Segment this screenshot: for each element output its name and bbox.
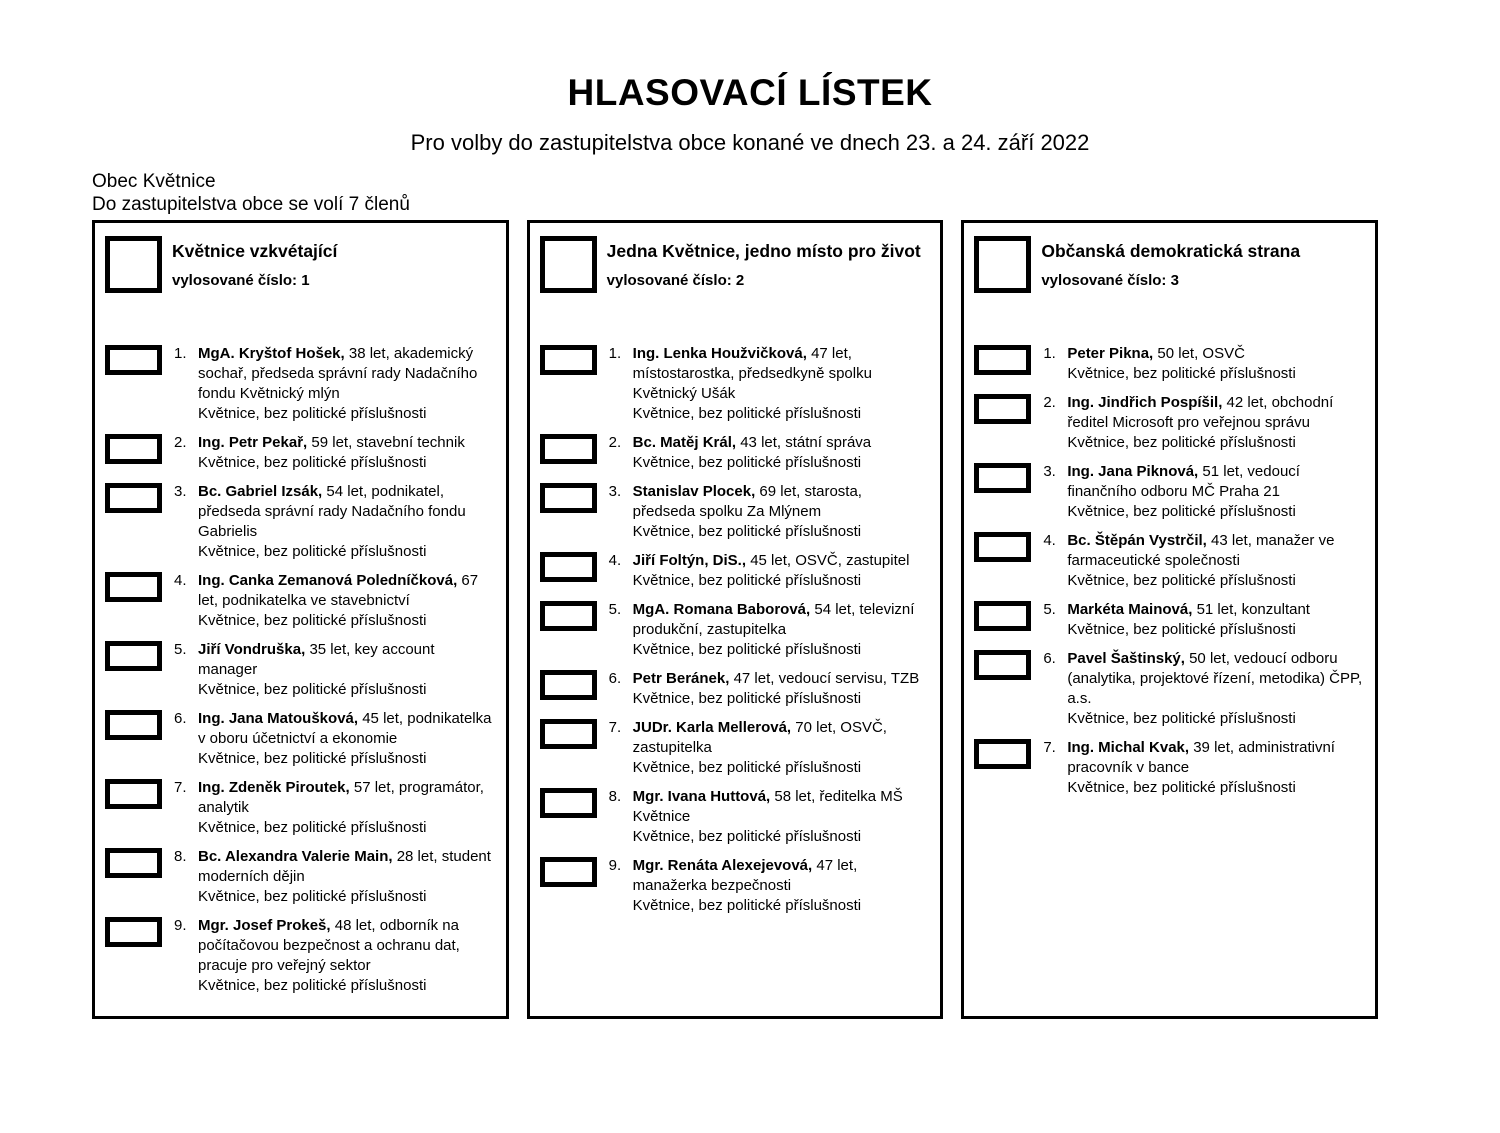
candidate-details: 54 let, podnikatel, předseda správní rady Nadačního fondu Gabrielis [198, 483, 466, 540]
candidate-checkbox[interactable] [105, 483, 162, 513]
candidate-number: 6. [174, 710, 187, 727]
candidate-affiliation: Květnice, bez politické příslušnosti [198, 612, 427, 629]
candidate-checkbox[interactable] [105, 710, 162, 740]
candidate-affiliation: Květnice, bez politické příslušnosti [632, 454, 862, 471]
candidate-name: Ing. Jindřich Pospíšil, [1067, 394, 1223, 411]
candidate-row [105, 482, 496, 562]
candidate-number: 6. [608, 670, 622, 687]
candidate-details: 28 let, student moderních dějin [198, 848, 491, 885]
candidate-checkbox[interactable] [974, 601, 1031, 631]
candidate-text [633, 551, 931, 591]
candidate-name: Bc. Gabriel Izsák, [198, 483, 323, 500]
candidate-details: 45 let, podnikatelka v oboru účetnictví a ekonomie [198, 710, 492, 747]
candidate-name: Jiří Vondruška, [198, 641, 306, 658]
candidate-name: Stanislav Plocek, [632, 483, 756, 500]
candidate-text [633, 482, 931, 542]
candidate-details: 38 let, akademický sochař, předseda správní rady Nadačního fondu Květnický mlýn [198, 345, 478, 402]
candidate-checkbox[interactable] [540, 670, 597, 700]
candidate-checkbox[interactable] [105, 641, 162, 671]
candidate-number: 2. [1043, 394, 1056, 411]
candidate-checkbox[interactable] [540, 345, 597, 375]
candidate-name: Ing. Jana Piknová, [1067, 463, 1199, 480]
candidate-row [540, 551, 931, 591]
candidate-details: 35 let, key account manager [198, 641, 435, 678]
candidate-checkbox[interactable] [105, 572, 162, 602]
candidate-checkbox[interactable] [105, 848, 162, 878]
candidate-row [974, 531, 1365, 591]
party-checkbox[interactable] [974, 236, 1031, 293]
candidate-text [633, 856, 931, 916]
candidate-row [105, 778, 496, 838]
candidate-row [540, 482, 931, 542]
candidate-affiliation: Květnice, bez politické příslušnosti [1067, 621, 1296, 638]
candidate-affiliation: Květnice, bez politické příslušnosti [632, 897, 862, 914]
candidate-number: 3. [1043, 463, 1056, 480]
candidate-name: Ing. Petr Pekař, [198, 434, 308, 451]
candidate-name: Bc. Matěj Král, [632, 434, 737, 451]
candidate-row [974, 600, 1365, 640]
candidate-text [1067, 462, 1365, 522]
candidate-row [105, 916, 496, 996]
candidate-details: 58 let, ředitelka MŠ Květnice [632, 788, 903, 825]
candidate-affiliation: Květnice, bez politické příslušnosti [632, 828, 862, 845]
party-head-text [1031, 236, 1300, 291]
candidate-text [198, 847, 496, 907]
candidate-text [1067, 344, 1365, 384]
candidate-number: 5. [174, 641, 187, 658]
candidate-checkbox[interactable] [540, 434, 597, 464]
candidate-checkbox[interactable] [540, 552, 597, 582]
candidate-name: Jiří Foltýn, DiS., [632, 552, 747, 569]
party-box [527, 220, 944, 1019]
party-checkbox[interactable] [105, 236, 162, 293]
candidate-affiliation: Květnice, bez politické příslušnosti [198, 681, 427, 698]
candidate-affiliation: Květnice, bez politické příslušnosti [1067, 434, 1296, 451]
candidate-number: 1. [608, 345, 622, 362]
candidate-name: Petr Beránek, [632, 670, 730, 687]
candidate-affiliation: Květnice, bez politické příslušnosti [1067, 503, 1296, 520]
candidate-text [633, 718, 931, 778]
candidate-row [105, 709, 496, 769]
ballot-meta [92, 170, 1500, 216]
candidate-row [540, 669, 931, 709]
candidate-checkbox[interactable] [105, 917, 162, 947]
candidate-details: 59 let, stavební technik [311, 434, 465, 451]
candidate-number: 4. [1043, 532, 1056, 549]
ballot-title: HLASOVACÍ LÍSTEK [567, 72, 933, 113]
candidate-row [540, 856, 931, 916]
candidate-row [105, 847, 496, 907]
candidate-text [198, 344, 496, 424]
candidate-affiliation: Květnice, bez politické příslušnosti [632, 759, 862, 776]
party-drawn-number: vylosované číslo: 3 [1041, 272, 1179, 289]
candidate-row [105, 640, 496, 700]
candidate-row [540, 433, 931, 473]
candidate-checkbox[interactable] [105, 434, 162, 464]
candidate-number: 9. [608, 857, 622, 874]
candidate-checkbox[interactable] [540, 601, 597, 631]
candidate-checkbox[interactable] [974, 463, 1031, 493]
party-header [540, 236, 931, 293]
candidate-name: Ing. Lenka Houžvičková, [632, 345, 807, 362]
candidate-number: 5. [608, 601, 622, 618]
candidate-details: 39 let, administrativní pracovník v bance [1067, 739, 1335, 776]
candidate-checkbox[interactable] [974, 650, 1031, 680]
candidate-checkbox[interactable] [974, 345, 1031, 375]
candidate-row [105, 571, 496, 631]
candidate-name: Peter Pikna, [1067, 345, 1154, 362]
candidate-number: 8. [608, 788, 622, 805]
candidate-details: 69 let, starosta, předseda spolku Za Mlýnem [632, 483, 862, 520]
candidate-text [1067, 531, 1365, 591]
candidate-affiliation: Květnice, bez politické příslušnosti [632, 641, 862, 658]
candidate-number: 2. [608, 434, 622, 451]
candidate-details: 70 let, OSVČ, zastupitelka [632, 719, 887, 756]
candidate-text [198, 433, 496, 473]
candidate-details: 67 let, podnikatelka ve stavebnictví [198, 572, 479, 609]
candidate-row [974, 462, 1365, 522]
candidate-name: Markéta Mainová, [1067, 601, 1193, 618]
candidate-name: MgA. Romana Baborová, [632, 601, 811, 618]
municipality-label: Obec Květnice [92, 171, 216, 192]
candidate-checkbox[interactable] [540, 788, 597, 818]
candidate-text [1067, 393, 1365, 453]
candidate-number: 5. [1043, 601, 1056, 618]
candidate-checkbox[interactable] [105, 779, 162, 809]
candidate-row [540, 787, 931, 847]
candidate-affiliation: Květnice, bez politické příslušnosti [1067, 710, 1296, 727]
candidate-affiliation: Květnice, bez politické příslušnosti [632, 523, 862, 540]
party-drawn-number: vylosované číslo: 2 [606, 272, 745, 289]
candidate-number: 9. [174, 917, 187, 934]
candidate-checkbox[interactable] [540, 483, 597, 513]
candidate-name: Bc. Alexandra Valerie Main, [198, 848, 393, 865]
candidate-name: Bc. Štěpán Vystrčil, [1067, 532, 1207, 549]
candidate-number: 4. [608, 552, 622, 569]
candidate-details: 51 let, konzultant [1196, 601, 1310, 618]
party-checkbox[interactable] [540, 236, 597, 293]
candidate-row [974, 649, 1365, 729]
party-box [961, 220, 1378, 1019]
candidate-affiliation: Květnice, bez politické příslušnosti [198, 888, 427, 905]
party-name: Občanská demokratická strana [1041, 241, 1301, 261]
candidate-details: 57 let, programátor, analytik [198, 779, 484, 816]
candidate-text [1067, 649, 1365, 729]
candidate-number: 7. [174, 779, 187, 796]
candidate-name: Mgr. Renáta Alexejevová, [632, 857, 813, 874]
candidate-text [633, 669, 931, 709]
candidate-checkbox[interactable] [105, 345, 162, 375]
candidate-checkbox[interactable] [974, 394, 1031, 424]
candidate-name: Ing. Zdeněk Piroutek, [198, 779, 350, 796]
candidate-name: Mgr. Josef Prokeš, [198, 917, 331, 934]
candidate-details: 50 let, vedoucí odboru (analytika, projektové řízení, metodika) ČPP, a.s. [1067, 650, 1363, 707]
ballot-subtitle: Pro volby do zastupitelstva obce konané ve dnech 23. a 24. září 2022 [410, 130, 1090, 155]
candidate-affiliation: Květnice, bez politické příslušnosti [1067, 365, 1296, 382]
candidate-number: 3. [174, 483, 187, 500]
candidate-details: 47 let, vedoucí servisu, TZB [733, 670, 920, 687]
candidate-details: 43 let, státní správa [740, 434, 872, 451]
candidate-number: 8. [174, 848, 187, 865]
party-name: Jedna Květnice, jedno místo pro život [606, 241, 921, 261]
candidate-text [633, 600, 931, 660]
candidate-affiliation: Květnice, bez politické příslušnosti [632, 572, 862, 589]
candidate-row [974, 344, 1365, 384]
candidate-text [633, 433, 931, 473]
party-head-text [597, 236, 921, 291]
candidate-row [540, 600, 931, 660]
candidate-number: 6. [1043, 650, 1056, 667]
candidate-row [974, 738, 1365, 798]
candidate-affiliation: Květnice, bez politické příslušnosti [198, 750, 427, 767]
candidate-affiliation: Květnice, bez politické příslušnosti [632, 690, 862, 707]
candidate-details: 43 let, manažer ve farmaceutické společnosti [1067, 532, 1335, 569]
candidate-affiliation: Květnice, bez politické příslušnosti [198, 977, 427, 994]
candidate-text [198, 916, 496, 996]
candidate-text [198, 778, 496, 838]
party-head-text [162, 236, 337, 291]
candidate-affiliation: Květnice, bez politické příslušnosti [632, 405, 862, 422]
party-header [974, 236, 1365, 293]
candidate-details: 50 let, OSVČ [1157, 345, 1245, 362]
party-header [105, 236, 496, 293]
candidate-affiliation: Květnice, bez politické příslušnosti [198, 454, 427, 471]
candidate-text [633, 344, 931, 424]
candidate-text [198, 482, 496, 562]
candidate-name: Mgr. Ivana Huttová, [632, 788, 771, 805]
candidate-row [105, 344, 496, 424]
candidate-text [1067, 600, 1365, 640]
candidate-checkbox[interactable] [540, 857, 597, 887]
candidate-row [105, 433, 496, 473]
candidate-name: MgA. Kryštof Hošek, [198, 345, 345, 362]
candidate-affiliation: Květnice, bez politické příslušnosti [198, 543, 427, 560]
candidate-list [540, 344, 931, 916]
candidate-checkbox[interactable] [974, 739, 1031, 769]
candidate-number: 7. [1043, 739, 1056, 756]
candidate-list [974, 344, 1365, 798]
candidate-affiliation: Květnice, bez politické příslušnosti [1067, 779, 1296, 796]
candidate-text [1067, 738, 1365, 798]
candidate-number: 4. [174, 572, 187, 589]
candidate-text [198, 709, 496, 769]
candidate-number: 3. [608, 483, 622, 500]
candidate-details: 42 let, obchodní ředitel Microsoft pro veřejnou správu [1067, 394, 1334, 431]
candidate-checkbox[interactable] [540, 719, 597, 749]
party-columns [92, 220, 1378, 1019]
candidate-details: 47 let, místostarostka, předsedkyně spolku Květnický Ušák [632, 345, 872, 402]
candidate-list [105, 344, 496, 996]
party-drawn-number: vylosované číslo: 1 [172, 272, 310, 289]
candidate-row [540, 718, 931, 778]
candidate-row [974, 393, 1365, 453]
candidate-name: Pavel Šaštinský, [1067, 650, 1185, 667]
candidate-number: 2. [174, 434, 187, 451]
seats-note: Do zastupitelstva obce se volí 7 členů [92, 194, 410, 215]
candidate-number: 7. [608, 719, 622, 736]
candidate-affiliation: Květnice, bez politické příslušnosti [1067, 572, 1296, 589]
candidate-details: 48 let, odborník na počítačovou bezpečnost a ochranu dat, pracuje pro veřejný sektor [198, 917, 460, 974]
party-name: Květnice vzkvétající [172, 241, 338, 261]
candidate-name: JUDr. Karla Mellerová, [632, 719, 792, 736]
candidate-affiliation: Květnice, bez politické příslušnosti [198, 405, 427, 422]
candidate-row [540, 344, 931, 424]
candidate-name: Ing. Jana Matoušková, [198, 710, 359, 727]
candidate-number: 1. [1043, 345, 1056, 362]
candidate-text [633, 787, 931, 847]
candidate-details: 47 let, manažerka bezpečnosti [632, 857, 858, 894]
candidate-name: Ing. Canka Zemanová Poledníčková, [198, 572, 458, 589]
candidate-number: 1. [174, 345, 187, 362]
candidate-checkbox[interactable] [974, 532, 1031, 562]
candidate-affiliation: Květnice, bez politické příslušnosti [198, 819, 427, 836]
party-box [92, 220, 509, 1019]
candidate-details: 45 let, OSVČ, zastupitel [750, 552, 910, 569]
candidate-details: 51 let, vedoucí finančního odboru MČ Praha 21 [1067, 463, 1300, 500]
candidate-name: Ing. Michal Kvak, [1067, 739, 1190, 756]
candidate-text [198, 571, 496, 631]
candidate-text [198, 640, 496, 700]
candidate-details: 54 let, televizní produkční, zastupitelka [632, 601, 915, 638]
